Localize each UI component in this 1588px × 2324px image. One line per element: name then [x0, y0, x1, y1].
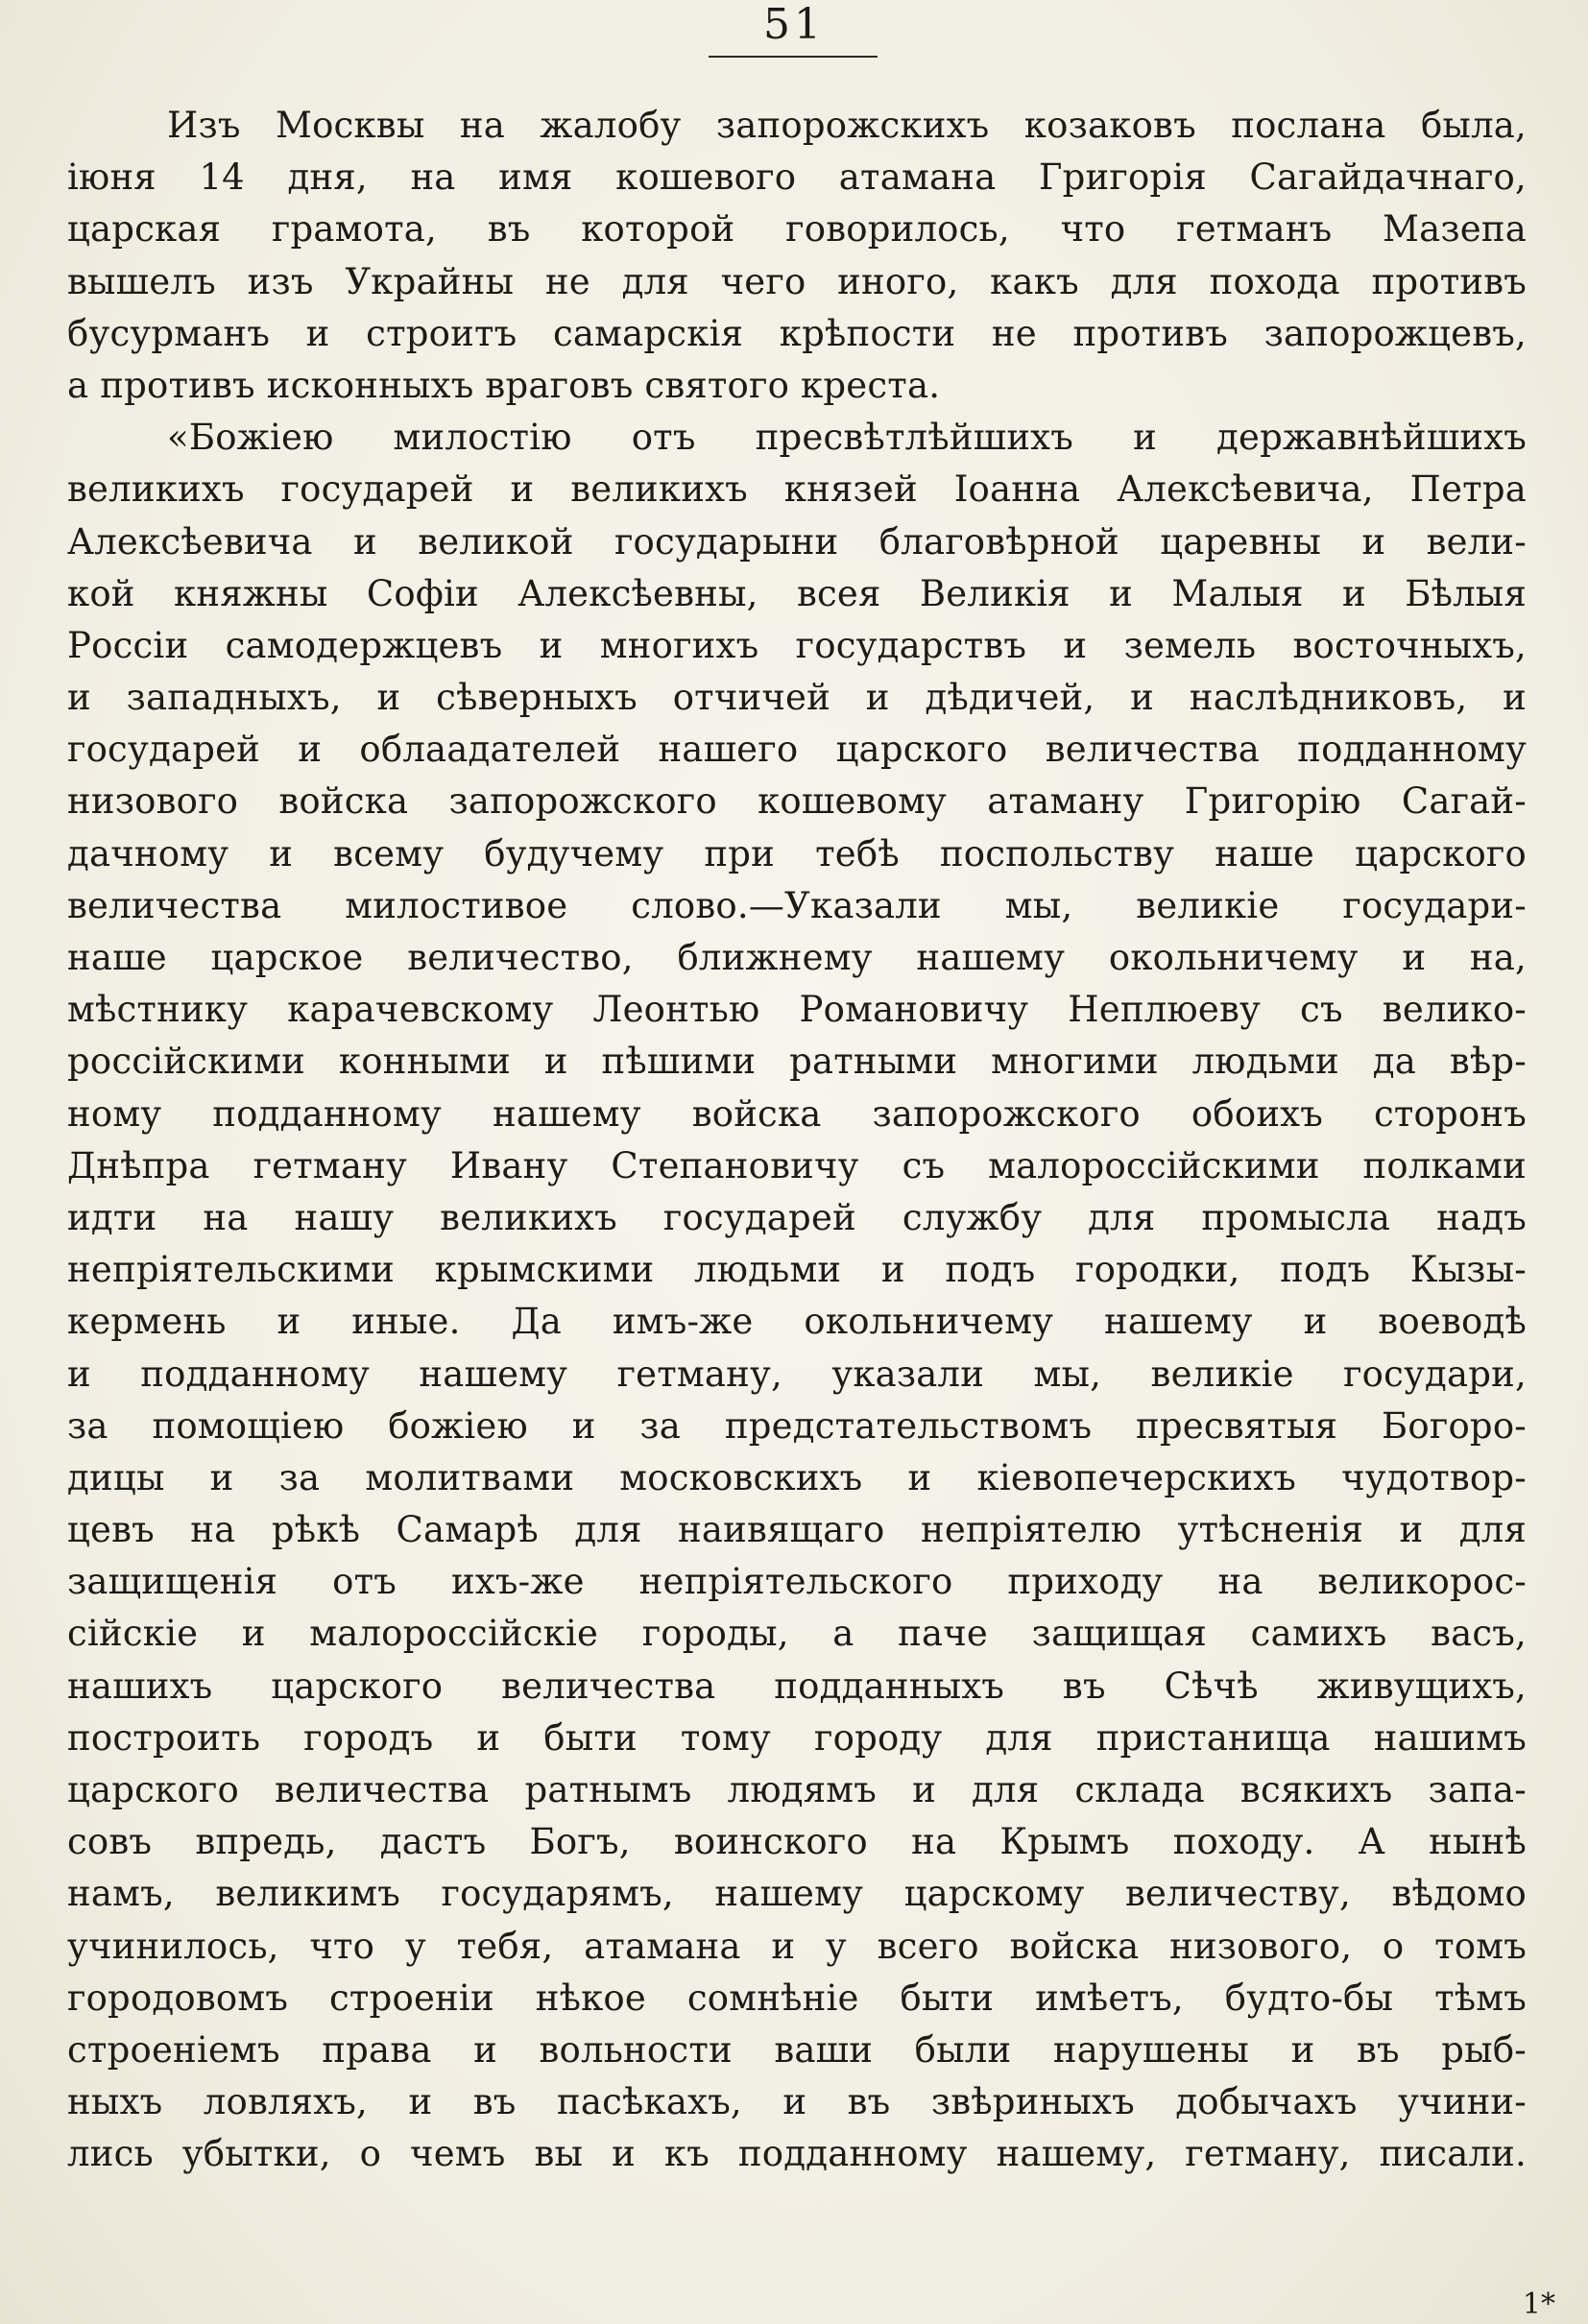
text-line: а противъ исконныхъ враговъ святого креста.	[67, 364, 941, 406]
text-line: городовомъ строенiи нѣкое сомнѣнiе быти имѣетъ, будто-бы тѣмъ	[67, 1977, 1527, 2019]
text-line: строенiемъ права и вольности ваши были нарушены и въ рыб-	[67, 2028, 1527, 2071]
text-line: государей и облаадателей нашего царского величества подданному	[67, 729, 1527, 771]
text-line: Днѣпра гетману Ивану Степановичу съ малороссiйскими полками	[67, 1144, 1527, 1186]
text-line: за помощiею божiею и за предстательствомъ пресвятыя Богоро-	[67, 1404, 1527, 1447]
header-rule	[709, 56, 878, 58]
text-line: идти на нашу великихъ государей службу для промысла надъ	[67, 1196, 1527, 1238]
text-line: кой княжны Софiи Алексѣевны, всея Великiя и Малыя и Бѣлыя	[67, 572, 1527, 614]
text-line: сiйскiе и малороссiйскiе городы, а паче защищая самихъ васъ,	[67, 1613, 1527, 1655]
text-line: ныхъ ловляхъ, и въ пасѣкахъ, и въ звѣриныхъ добычахъ учини-	[67, 2081, 1527, 2123]
body-text	[67, 100, 1527, 2181]
page-number: 51	[763, 0, 825, 49]
text-line: Алексѣевича и великой государыни благовѣрной царевны и вели-	[67, 520, 1527, 563]
text-line: iюня 14 дня, на имя кошевого атамана Григорiя Сагайдачнаго,	[67, 156, 1527, 199]
text-line: построить городъ и быти тому городу для пристанища нашимъ	[67, 1716, 1527, 1759]
text-line: и подданному нашему гетману, указали мы, великiе государи,	[67, 1353, 1527, 1395]
text-line: россiйскими конными и пѣшими ратными многими людьми да вѣр-	[67, 1041, 1527, 1083]
text-line: непрiятельскими крымскими людьми и подъ городки, подъ Кызы-	[67, 1249, 1527, 1291]
text-line: царская грамота, въ которой говорилось, что гетманъ Мазепа	[67, 208, 1527, 251]
text-line: учинилось, что у тебя, атамана и у всего войска низового, о томъ	[67, 1925, 1527, 1967]
text-line: защищенiя отъ ихъ-же непрiятельского приходу на великорос-	[67, 1561, 1527, 1603]
text-line: дицы и за молитвами московскихъ и кiевопечерскихъ чудотвор-	[67, 1456, 1527, 1498]
text-line: совъ впредь, дастъ Богъ, воинского на Крымъ походу. А нынѣ	[67, 1821, 1527, 1863]
text-line: мѣстнику карачевскому Леонтью Романовичу Неплюеву съ велико-	[67, 989, 1527, 1031]
text-line: наше царское величество, ближнему нашему окольничему и на,	[67, 937, 1527, 978]
text-line: бусурманъ и строитъ самарскiя крѣпости не противъ запорожцевъ,	[67, 312, 1527, 354]
text-line: и западныхъ, и сѣверныхъ отчичей и дѣдичей, и наслѣдниковъ, и	[67, 677, 1527, 719]
text-line: нашихъ царского величества подданныхъ въ Сѣчѣ живущихъ,	[67, 1665, 1527, 1707]
text-line: Изъ Москвы на жалобу запорожскихъ козаковъ послана была,	[167, 105, 1527, 146]
text-line: «Божiею милостiю отъ пресвѣтлѣйшихъ и державнѣйшихъ	[167, 417, 1527, 459]
signature-mark: 1*	[1522, 2288, 1555, 2321]
text-line: лись убытки, о чемъ вы и къ подданному нашему, гетману, писали.	[67, 2133, 1527, 2175]
text-line: вышелъ изъ Украйны не для чего иного, какъ для похода противъ	[67, 260, 1527, 302]
text-line: царского величества ратнымъ людямъ и для склада всякихъ запа-	[67, 1769, 1527, 1810]
text-line: ному подданному нашему войска запорожского обоихъ сторонъ	[67, 1092, 1527, 1135]
text-line: цевъ на рѣкѣ Самарѣ для наивящаго непрiятелю утѣсненiя и для	[67, 1509, 1527, 1551]
text-line: намъ, великимъ государямъ, нашему царскому величеству, вѣдомо	[67, 1873, 1527, 1915]
text-line: величества милостивое слово.—Указали мы, великiе государи-	[67, 884, 1527, 926]
text-line: дачному и всему будучему при тебѣ поспольству наше царского	[67, 832, 1527, 874]
text-line: низового войска запорожского кошевому атаману Григорiю Сагай-	[67, 780, 1527, 823]
text-line: кермень и иные. Да имъ-же окольничему нашему и воеводѣ	[67, 1301, 1527, 1343]
text-line: великихъ государей и великихъ князей Iоанна Алексѣевича, Петра	[67, 468, 1527, 511]
text-line: Россiи самодержцевъ и многихъ государствъ и земель восточныхъ,	[67, 624, 1527, 666]
